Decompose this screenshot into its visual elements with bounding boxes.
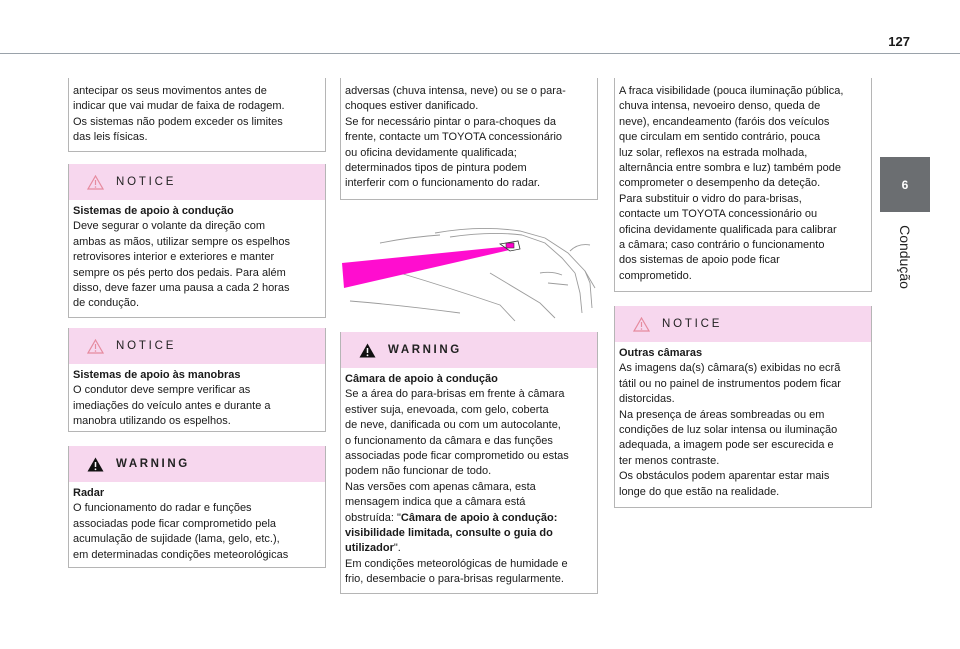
intro-text-box — [614, 78, 872, 292]
text-line: mensagem indica que a câmara está — [345, 496, 526, 509]
windshield-camera-illustration — [340, 213, 598, 323]
text-line: Para substituir o vidro do para-brisas, — [619, 192, 802, 205]
notice-triangle-icon — [633, 317, 650, 332]
text-line: Se for necessário pintar o para-choques da — [345, 115, 556, 128]
notice-label: NOTICE — [116, 340, 177, 352]
text-line: em determinadas condições meteorológicas — [73, 548, 289, 561]
text-line: longe do que estão na realidade. — [619, 485, 780, 498]
text-line: associadas pode ficar comprometido ou estas — [345, 450, 569, 463]
text-line: ter menos contraste. — [619, 454, 720, 467]
warning-box-driving-camera — [340, 332, 598, 594]
notice-title: Sistemas de apoio à condução — [73, 205, 234, 217]
text-line: oficina devidamente qualificada para calibrar — [619, 223, 837, 236]
text-line: indicar que vai mudar de faixa de rodagem. — [73, 100, 285, 113]
warning-title: Câmara de apoio à condução — [345, 373, 498, 385]
warning-triangle-icon — [87, 457, 104, 472]
text-line: associadas pode ficar comprometido pela — [73, 517, 277, 530]
warning-header — [69, 446, 325, 482]
text-line: sempre os pés perto dos pedais. Para além — [73, 266, 286, 279]
text-line: adequada, a imagem pode ser escurecida e — [619, 439, 834, 452]
warning-label: WARNING — [116, 458, 190, 470]
chapter-title-text: Condução — [897, 225, 914, 289]
notice-label: NOTICE — [662, 318, 723, 330]
warning-header — [341, 332, 597, 368]
intro-text-box — [340, 78, 598, 200]
text-line: o funcionamento da câmara e das funções — [345, 434, 553, 447]
text-line: retrovisores interior e exteriores e manter — [73, 251, 275, 264]
warning-triangle-icon — [359, 343, 376, 358]
text-line: podem não funcionar de todo. — [345, 465, 492, 478]
text-line: manobra utilizando os espelhos. — [73, 415, 231, 428]
text-line: acumulação de sujidade (lama, gelo, etc.), — [73, 533, 280, 546]
header-rule — [0, 53, 960, 54]
text-line: O condutor deve sempre verificar as — [73, 384, 251, 397]
text-line: contacte um TOYOTA concessionário ou — [619, 208, 818, 221]
text-line: Os obstáculos podem aparentar estar mais — [619, 470, 830, 483]
text-line: interferir com o funcionamento do radar. — [345, 177, 541, 190]
notice-label: NOTICE — [116, 176, 177, 188]
text-line: alternância entre sombra e luz) também pode — [619, 162, 841, 175]
page-number: 127 — [888, 34, 910, 49]
warning-box-radar — [68, 446, 326, 568]
text-line: frente, contacte um TOYOTA concessionário — [345, 131, 563, 144]
msg-bold: utilizador — [345, 542, 394, 555]
notice-box-other-cameras — [614, 306, 872, 508]
chapter-tab[interactable]: 6 — [880, 157, 930, 212]
msg-bold: Câmara de apoio à condução: — [400, 511, 558, 524]
text-line: que circulam em sentido contrário, pouca — [619, 131, 821, 144]
text-line: A fraca visibilidade (pouca iluminação pública, — [619, 85, 844, 97]
text-line: frio, desembacie o para-brisas regularmente. — [345, 573, 564, 586]
msg-prefix: obstruída: " — [345, 511, 401, 524]
notice-triangle-icon — [87, 175, 104, 190]
text-line: As imagens da(s) câmara(s) exibidas no ecrã — [619, 362, 841, 375]
text-line: O funcionamento do radar e funções — [73, 502, 252, 515]
text-line: a câmara; caso contrário o funcionamento — [619, 239, 825, 252]
notice-title: Outras câmaras — [619, 347, 703, 359]
text-line: Nas versões com apenas câmara, esta — [345, 480, 536, 493]
warning-title: Radar — [73, 487, 105, 499]
warning-label: WARNING — [388, 344, 462, 356]
text-line: chuva intensa, nevoeiro denso, queda de — [619, 100, 821, 113]
chapter-title — [880, 212, 930, 302]
text-line — [345, 541, 588, 556]
text-line: neve), encandeamento (faróis dos veículos — [619, 115, 830, 128]
msg-suffix: ". — [393, 542, 401, 555]
notice-title: Sistemas de apoio às manobras — [73, 369, 241, 381]
text-line: Deve segurar o volante da direção com — [73, 220, 265, 233]
text-line: condições de luz solar intensa ou iluminação — [619, 424, 838, 437]
text-line: determinados tipos de pintura podem — [345, 162, 527, 175]
text-line: ambas as mãos, utilizar sempre os espelhos — [73, 235, 291, 248]
text-line: Os sistemas não podem exceder os limites — [73, 115, 283, 128]
text-line: imediações do veículo antes e durante a — [73, 399, 271, 412]
text-line: Em condições meteorológicas de humidade e — [345, 557, 568, 570]
intro-text-box — [68, 78, 326, 152]
notice-triangle-icon — [87, 339, 104, 354]
text-line — [345, 511, 588, 526]
text-line: dos sistemas de apoio pode ficar — [619, 254, 780, 267]
text-line: Se a área do para-brisas em frente à câmara — [345, 388, 565, 401]
text-line: tátil ou no painel de instrumentos podem ficar — [619, 377, 841, 390]
text-line: comprometido. — [619, 269, 692, 282]
text-line: distorcidas. — [619, 393, 675, 406]
text-line: ou oficina devidamente qualificada; — [345, 146, 517, 159]
text-line: disso, deve fazer uma pausa a cada 2 horas — [73, 282, 290, 295]
text-line — [345, 526, 588, 541]
text-line: Na presença de áreas sombreadas ou em — [619, 408, 825, 421]
text-line: adversas (chuva intensa, neve) ou se o para- — [345, 85, 566, 97]
text-line: choques estiver danificado. — [345, 100, 479, 113]
text-line: de neve, danificada ou com um autocolante, — [345, 419, 561, 432]
msg-bold: visibilidade limitada, consulte o guia do — [345, 527, 553, 540]
text-line: de condução. — [73, 297, 140, 310]
text-line: estiver suja, enevoada, com gelo, coberta — [345, 403, 549, 416]
notice-header — [69, 328, 325, 364]
text-line: luz solar, reflexos na estrada molhada, — [619, 146, 808, 159]
notice-box-driving-assist — [68, 164, 326, 318]
text-line: das leis físicas. — [73, 131, 148, 144]
notice-box-maneuver-assist — [68, 328, 326, 432]
notice-header — [615, 306, 871, 342]
text-line: comprometer o desempenho da deteção. — [619, 177, 821, 190]
text-line: antecipar os seus movimentos antes de — [73, 85, 267, 97]
notice-header — [69, 164, 325, 200]
